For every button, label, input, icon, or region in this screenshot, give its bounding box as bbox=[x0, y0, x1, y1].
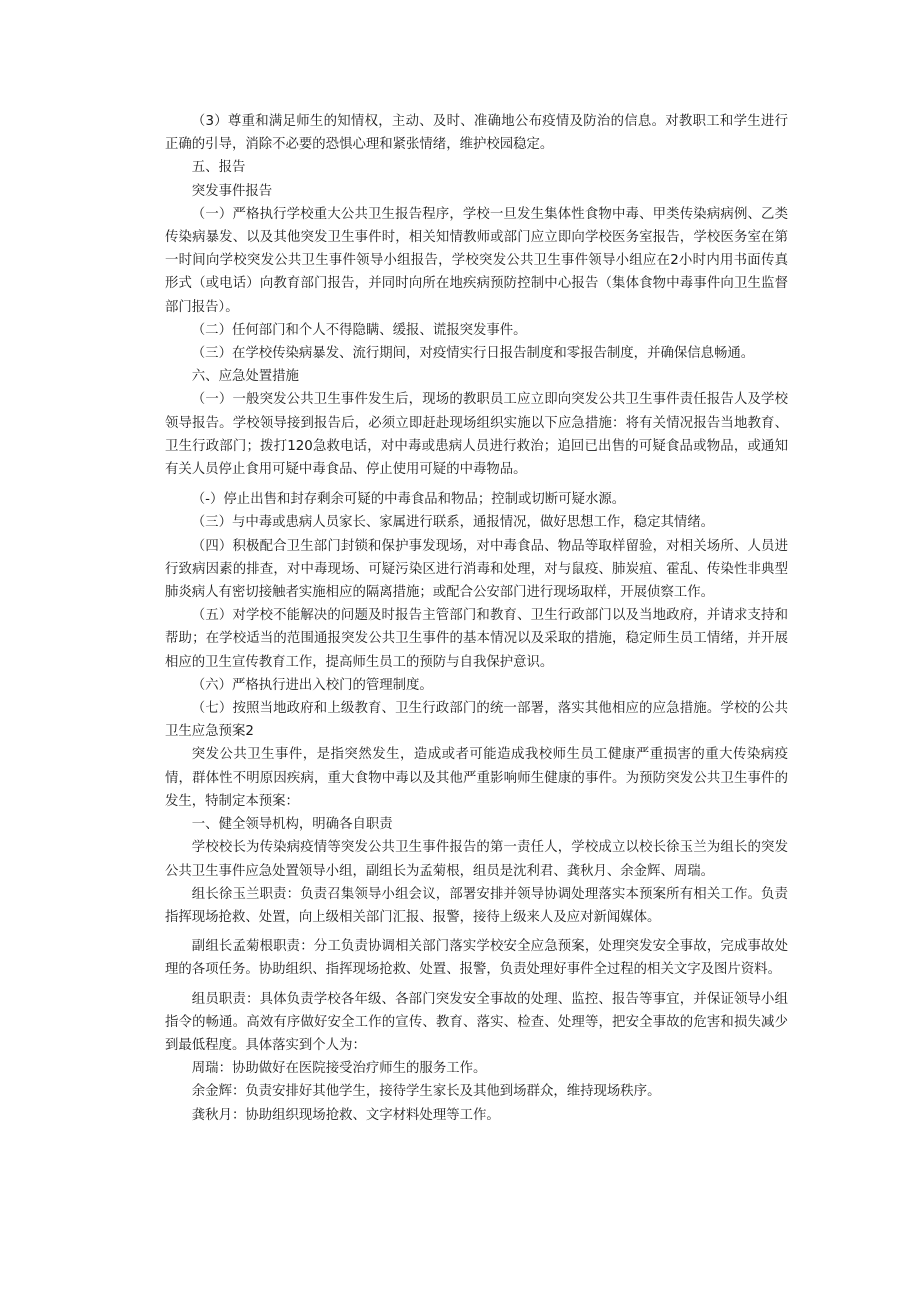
heading-leadership: 一、健全领导机构，明确各自职责 bbox=[191, 817, 393, 833]
paragraph-gate-management: （六）严格执行进出入校门的管理制度。 bbox=[191, 677, 433, 693]
paragraph-report-authorities: （五）对学校不能解决的问题及时报告主管部门和教育、卫生行政部门以及当地政府，并请求支持和帮助；在学校适当的范围通报突发公共卫生事件的基本情况以及采取的措施，稳定师生员工情绪，并开展相应的卫生宣传教育工作，提高师生员工的预防与自我保护意识。 bbox=[165, 608, 788, 670]
paragraph-3-transparency: （3）尊重和满足师生的知情权，主动、及时、准确地公布疫情及防治的信息。对教职工和学生进行正确的引导，消除不必要的恐惧心理和紧张情绪，维护校园稳定。 bbox=[165, 114, 788, 153]
paragraph-stop-sales: （-）停止出售和封存剩余可疑的中毒食品和物品；控制或切断可疑水源。 bbox=[191, 492, 626, 508]
paragraph-contact-families: （三）与中毒或患病人员家长、家属进行联系，通报情况，做好思想工作，稳定其情绪。 bbox=[191, 515, 715, 531]
paragraph-no-concealment: （二）任何部门和个人不得隐瞒、缓报、谎报突发事件。 bbox=[191, 322, 527, 338]
paragraph-leader-duties: 组长徐玉兰职责：负责召集领导小组会议，部署安排并领导协调处理落实本预案所有相关工作。负责指挥现场抢救、处置，向上级相关部门汇报、报警，接待上级来人及应对新闻媒体。 bbox=[165, 886, 788, 925]
heading-emergency-report: 突发事件报告 bbox=[191, 183, 273, 199]
paragraph-gong-qiuyue: 龚秋月：协助组织现场抢救、文字材料处理等工作。 bbox=[191, 1107, 500, 1123]
paragraph-cooperate-health-dept: （四）积极配合卫生部门封锁和保护事发现场，对中毒食品、物品等取样留验，对相关场所、人员进行致病因素的排查，对中毒现场、可疑污染区进行消毒和处理，对与鼠疫、肺炭疽、霍乱、传染性非典型肺炎病人有密切接触者实施相应的隔离措施；或配合公安部门进行现场取样，开展侦察工作。 bbox=[165, 538, 788, 601]
paragraph-leadership-group: 学校校长为传染病疫情等突发公共卫生事件报告的第一责任人，学校成立以校长徐玉兰为组长的突发公共卫生事件应急处置领导小组，副组长为孟菊根，组员是沈利君、龚秋月、余金辉、周瑞。 bbox=[165, 840, 788, 879]
paragraph-daily-report: （三）在学校传染病暴发、流行期间，对疫情实行日报告制度和零报告制度，并确保信息畅通。 bbox=[191, 346, 755, 362]
document-page bbox=[165, 110, 788, 1127]
paragraph-zhou-rui: 周瑞：协助做好在医院接受治疗师生的服务工作。 bbox=[191, 1061, 487, 1077]
paragraph-general-response: （一）一般突发公共卫生事件发生后，现场的教职员工应立即向突发公共卫生事件责任报告人及学校领导报告。学校领导接到报告后，必须立即赶赴现场组织实施以下应急措施：将有关情况报告当地教育、卫生行政部门；拨打120急救电话，对中毒或患病人员进行救治；追回已出售的可疑食品或物品，或通知有关人员停止食用可疑中毒食品、停止使用可疑的中毒物品。 bbox=[165, 392, 788, 478]
paragraph-follow-deployment: （七）按照当地政府和上级教育、卫生行政部门的统一部署，落实其他相应的应急措施。学校的公共卫生应急预案2 bbox=[165, 701, 788, 740]
heading-section-6-measures: 六、应急处置措施 bbox=[191, 369, 299, 385]
paragraph-definition: 突发公共卫生事件，是指突然发生，造成或者可能造成我校师生员工健康严重损害的重大传染病疫情，群体性不明原因疾病，重大食物中毒以及其他严重影响师生健康的事件。为预防突发公共卫生事件的发生，特制定本预案： bbox=[165, 747, 788, 809]
paragraph-report-procedure: （一）严格执行学校重大公共卫生报告程序，学校一旦发生集体性食物中毒、甲类传染病病例、乙类传染病暴发、以及其他突发卫生事件时，相关知情教师或部门应立即向学校医务室报告，学校医务室在第一时间向学校突发公共卫生事件领导小组报告，学校突发公共卫生事件领导小组应在2小时内用书面传真形式（或电话）向教育部门报告，并同时向所在地疾病预防控制中心报告（集体食物中毒事件向卫生监督部门报告）。 bbox=[165, 206, 788, 315]
heading-section-5-report: 五、报告 bbox=[191, 160, 246, 176]
paragraph-member-duties: 组员职责：具体负责学校各年级、各部门突发安全事故的处理、监控、报告等事宜，并保证领导小组指令的畅通。高效有序做好安全工作的宣传、教育、落实、检查、处理等，把安全事故的危害和损失减少到最低程度。具体落实到个人为： bbox=[165, 991, 788, 1053]
paragraph-deputy-duties: 副组长孟菊根职责：分工负责协调相关部门落实学校安全应急预案，处理突发安全事故，完成事故处理的各项任务。协助组织、指挥现场抢救、处置、报警，负责处理好事件全过程的相关文字及图片资料。 bbox=[165, 939, 788, 978]
paragraph-yu-jinhui: 余金辉：负责安排好其他学生，接待学生家长及其他到场群众，维持现场秩序。 bbox=[191, 1084, 661, 1100]
